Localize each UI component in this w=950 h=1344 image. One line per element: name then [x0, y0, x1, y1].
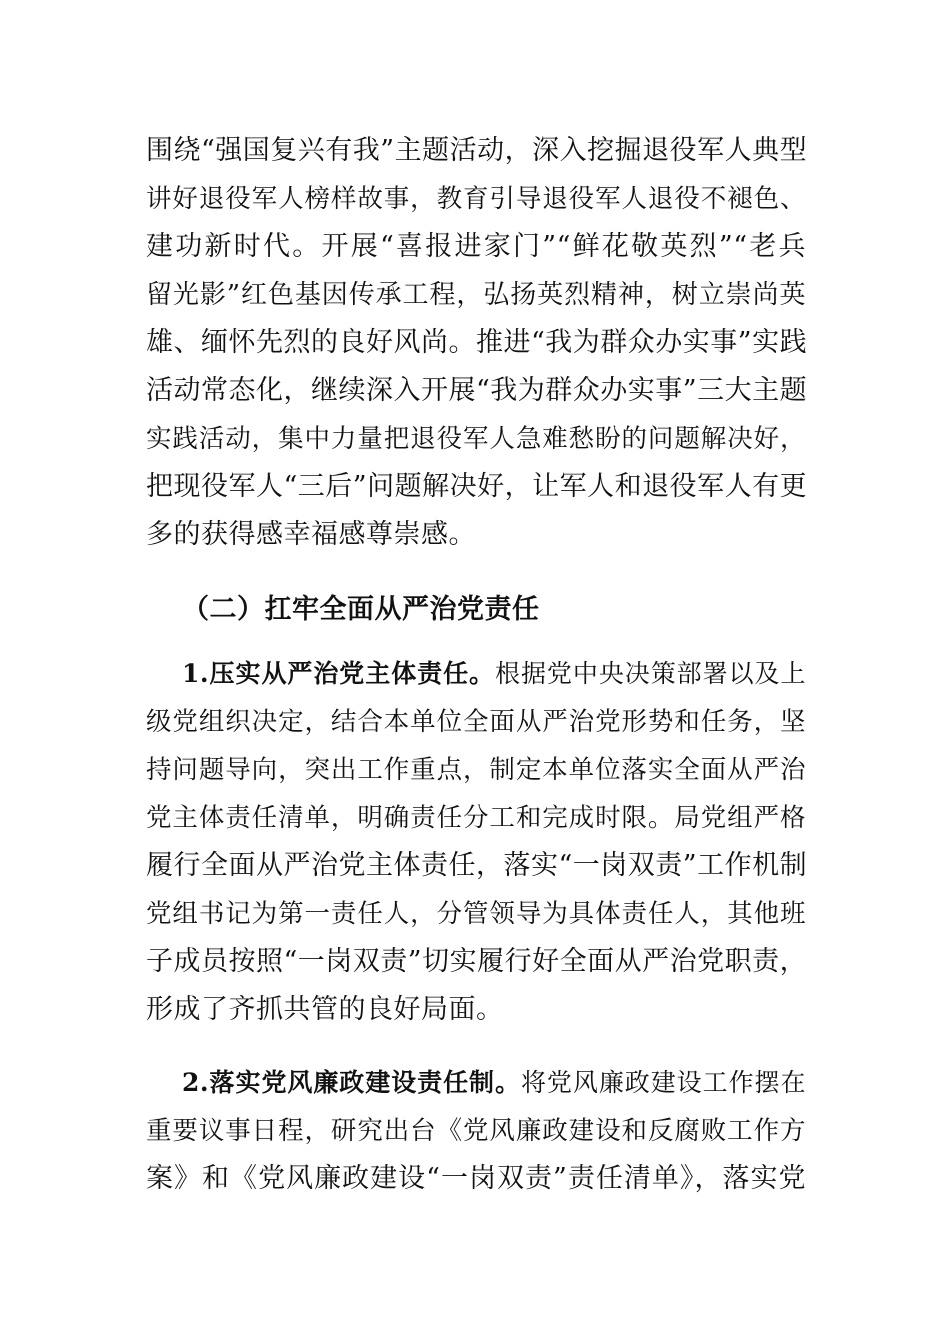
paragraph-first-line	[182, 1059, 806, 1107]
paragraph-line: 活动常态化，继续深入开展“我为群众办实事”三大主题	[146, 375, 808, 406]
paragraph-first-line	[182, 650, 806, 698]
paragraph-line: 雄、缅怀先烈的良好风尚。推进“我为群众办实事”实践	[146, 327, 808, 358]
paragraph-text: 将党风廉政建设工作摆在	[520, 1068, 806, 1097]
paragraph-lead: 1.压实从严治党主体责任。	[182, 659, 496, 688]
paragraph-lead: 2.落实党风廉政建设责任制。	[182, 1068, 521, 1097]
paragraph-line: 案》和《党风廉政建设“一岗双责”责任清单》，落实党	[146, 1163, 806, 1194]
paragraph-line: 围绕“强国复兴有我”主题活动，深入挖掘退役军人典型	[146, 135, 808, 166]
paragraph-line: 形成了齐抓共管的良好局面。	[146, 994, 504, 1025]
paragraph-line: 子成员按照“一岗双责”切实履行好全面从严治党职责，	[146, 946, 808, 977]
paragraph-line: 多的获得感幸福感尊崇感。	[146, 519, 476, 550]
paragraph-line: 党主体责任清单，明确责任分工和完成时限。局党组严格	[146, 803, 806, 833]
paragraph-line: 把现役军人“三后”问题解决好，让军人和退役军人有更	[146, 471, 808, 502]
paragraph-line: 建功新时代。开展“喜报进家门”“鲜花敬英烈”“老兵	[146, 231, 806, 262]
paragraph-line: 持问题导向，突出工作重点，制定本单位落实全面从严治	[146, 755, 806, 785]
paragraph-line: 履行全面从严治党主体责任，落实“一岗双责”工作机制	[146, 850, 808, 881]
paragraph-line: 重要议事日程，研究出台《党风廉政建设和反腐败工作方	[146, 1116, 806, 1146]
section-heading: （二）扛牢全面从严治党责任	[182, 594, 540, 625]
paragraph-line: 级党组织决定，结合本单位全面从严治党形势和任务，坚	[146, 707, 806, 737]
paragraph-line: 留光影”红色基因传承工程，弘扬英烈精神，树立崇尚英	[146, 280, 806, 310]
paragraph-line: 实践活动，集中力量把退役军人急难愁盼的问题解决好，	[146, 424, 806, 454]
paragraph-line: 党组书记为第一责任人，分管领导为具体责任人，其他班	[146, 899, 806, 929]
paragraph-line: 讲好退役军人榜样故事，教育引导退役军人退役不褪色、	[146, 184, 806, 214]
paragraph-text: 根据党中央决策部署以及上	[495, 659, 806, 688]
